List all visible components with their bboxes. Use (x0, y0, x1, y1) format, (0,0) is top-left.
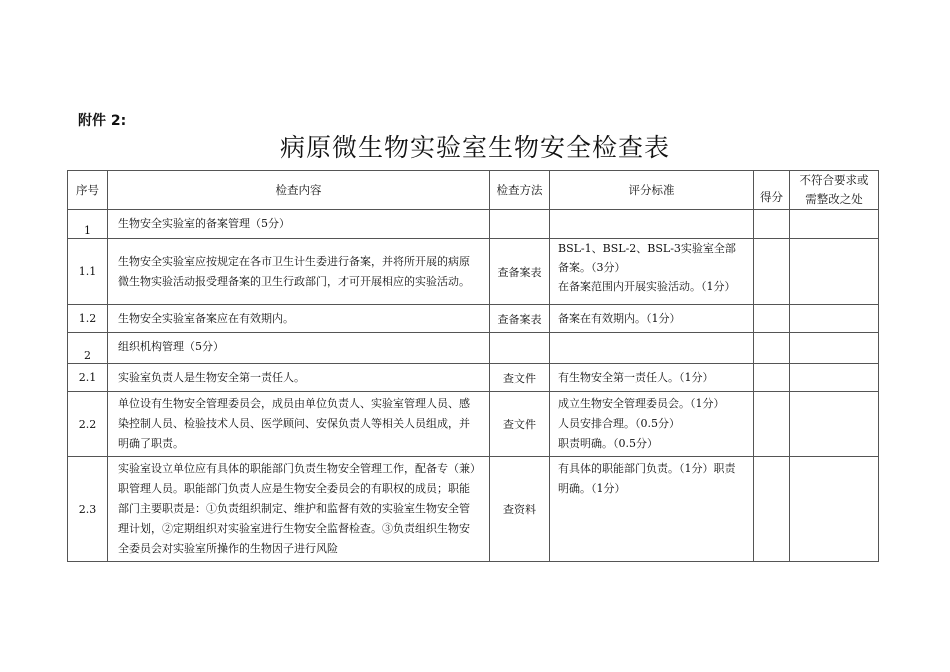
row-criteria (550, 392, 754, 457)
criteria-line: 备案在有效期内。（1分） (558, 311, 681, 325)
table-header-row (68, 171, 879, 210)
row-method (490, 333, 550, 364)
row-score-cell (754, 392, 790, 457)
row-criteria (550, 305, 754, 333)
header-method: 检查方法 (490, 171, 550, 210)
row-noncompliance-cell (790, 364, 879, 392)
row-method: 查资料 (490, 457, 550, 562)
row-score-cell (754, 305, 790, 333)
row-number: 2.2 (68, 392, 108, 457)
row-criteria (550, 210, 754, 239)
row-number: 2 (68, 333, 108, 364)
criteria-line: 在备案范围内开展实验活动。（1分） (558, 280, 736, 293)
attachment-label: 附件 2: (78, 113, 127, 129)
row-score-cell (754, 457, 790, 562)
table-row (68, 392, 879, 457)
row-noncompliance-cell (790, 239, 879, 305)
table-row (68, 457, 879, 562)
row-number: 2.3 (68, 457, 108, 562)
inspection-table (67, 170, 879, 562)
row-criteria (550, 364, 754, 392)
header-criteria: 评分标准 (550, 171, 754, 210)
criteria-line: 职责明确。（0.5分） (558, 437, 658, 450)
row-score-cell (754, 364, 790, 392)
row-content: 生物安全实验室应按规定在各市卫生计生委进行备案，并将所开展的病原微生物实验活动报受理备案的卫生行政部门，才可开展相应的实验活动。 (108, 239, 490, 305)
criteria-line: 人员安排合理。（0.5分） (558, 417, 680, 430)
header-noncompliance: 不符合要求或需整改之处 (790, 171, 879, 210)
criteria-line: 有具体的职能部门负责。（1分）职责明确。（1分） (558, 462, 736, 495)
row-noncompliance-cell (790, 210, 879, 239)
row-noncompliance-cell (790, 333, 879, 364)
row-content: 生物安全实验室备案应在有效期内。 (108, 305, 490, 333)
row-method (490, 210, 550, 239)
header-content: 检查内容 (108, 171, 490, 210)
row-content: 生物安全实验室的备案管理（5分） (108, 210, 490, 239)
header-score: 得分 (754, 171, 790, 210)
header-no: 序号 (68, 171, 108, 210)
row-number: 1.2 (68, 305, 108, 333)
row-method: 查文件 (490, 392, 550, 457)
row-number: 2.1 (68, 364, 108, 392)
row-score-cell (754, 210, 790, 239)
row-score-cell (754, 239, 790, 305)
row-number: 1.1 (68, 239, 108, 305)
row-score-cell (754, 333, 790, 364)
row-criteria (550, 333, 754, 364)
row-content: 单位设有生物安全管理委员会，成员由单位负责人、实验室管理人员、感染控制人员、检验技术人员、医学顾问、安保负责人等相关人员组成，并明确了职责。 (108, 392, 490, 457)
row-method: 查备案表 (490, 305, 550, 333)
table-row (68, 364, 879, 392)
page-title: 病原微生物实验室生物安全检查表 (279, 133, 670, 162)
criteria-line: 成立生物安全管理委员会。（1分） (558, 397, 725, 410)
table-row (68, 239, 879, 305)
row-noncompliance-cell (790, 305, 879, 333)
row-content: 实验室负责人是生物安全第一责任人。 (108, 364, 490, 392)
table-row (68, 210, 879, 239)
row-noncompliance-cell (790, 457, 879, 562)
row-criteria (550, 457, 754, 562)
row-noncompliance-cell (790, 392, 879, 457)
table-row (68, 333, 879, 364)
table-row (68, 305, 879, 333)
row-method: 查文件 (490, 364, 550, 392)
criteria-line: BSL-1、BSL-2、BSL-3实验室全部备案。（3分） (558, 242, 736, 274)
row-content: 实验室设立单位应有具体的职能部门负责生物安全管理工作，配备专（兼）职管理人员。职能部门负责人应是生物安全委员会的有职权的成员；职能部门主要职责是：①负责组织制定、维护和监督有效的实验室生物安全管理计划，②定期组织对实验室进行生物安全监督检查。③负责组织生物安全委员会对实验室所操作的生物因子进行风险 (108, 457, 490, 562)
row-criteria (550, 239, 754, 305)
row-number: 1 (68, 210, 108, 239)
row-content: 组织机构管理（5分） (108, 333, 490, 364)
criteria-line: 有生物安全第一责任人。（1分） (558, 370, 714, 384)
row-method: 查备案表 (490, 239, 550, 305)
